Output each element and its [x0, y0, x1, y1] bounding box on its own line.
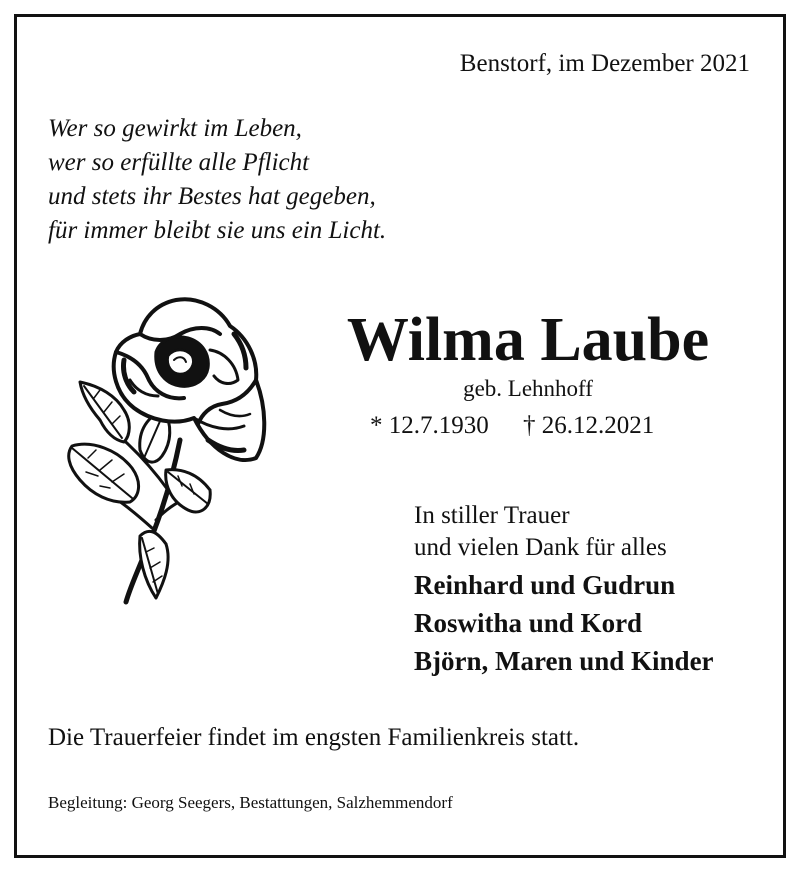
birth-date: * 12.7.1930 — [370, 412, 489, 439]
family-line: Björn, Maren und Kinder — [414, 646, 714, 676]
maiden-name: geb. Lehnhoff — [463, 376, 593, 401]
poem-line: für immer bleibt sie uns ein Licht. — [48, 217, 387, 244]
mourning-text — [414, 500, 667, 564]
family-line: Roswitha und Kord — [414, 608, 643, 638]
rose-icon — [60, 290, 270, 610]
mourning-line: In stiller Trauer — [414, 502, 570, 529]
funeral-notice: Die Trauerfeier findet im engsten Familienkreis statt. — [48, 724, 580, 751]
family-signatures — [414, 566, 714, 680]
life-dates — [370, 410, 654, 442]
deceased-name: Wilma Laube — [346, 306, 710, 374]
family-line: Reinhard und Gudrun — [414, 570, 676, 600]
poem-line: und stets ihr Bestes hat gegeben, — [48, 183, 376, 210]
death-date: † 26.12.2021 — [523, 412, 655, 439]
mourning-line: und vielen Dank für alles — [414, 534, 667, 561]
place-and-date: Benstorf, im Dezember 2021 — [459, 50, 750, 77]
memorial-poem — [48, 112, 386, 248]
poem-line: wer so erfüllte alle Pflicht — [48, 149, 310, 176]
poem-line: Wer so gewirkt im Leben, — [48, 115, 302, 142]
undertaker-credit: Begleitung: Georg Seegers, Bestattungen, Salzhemmendorf — [48, 793, 453, 812]
